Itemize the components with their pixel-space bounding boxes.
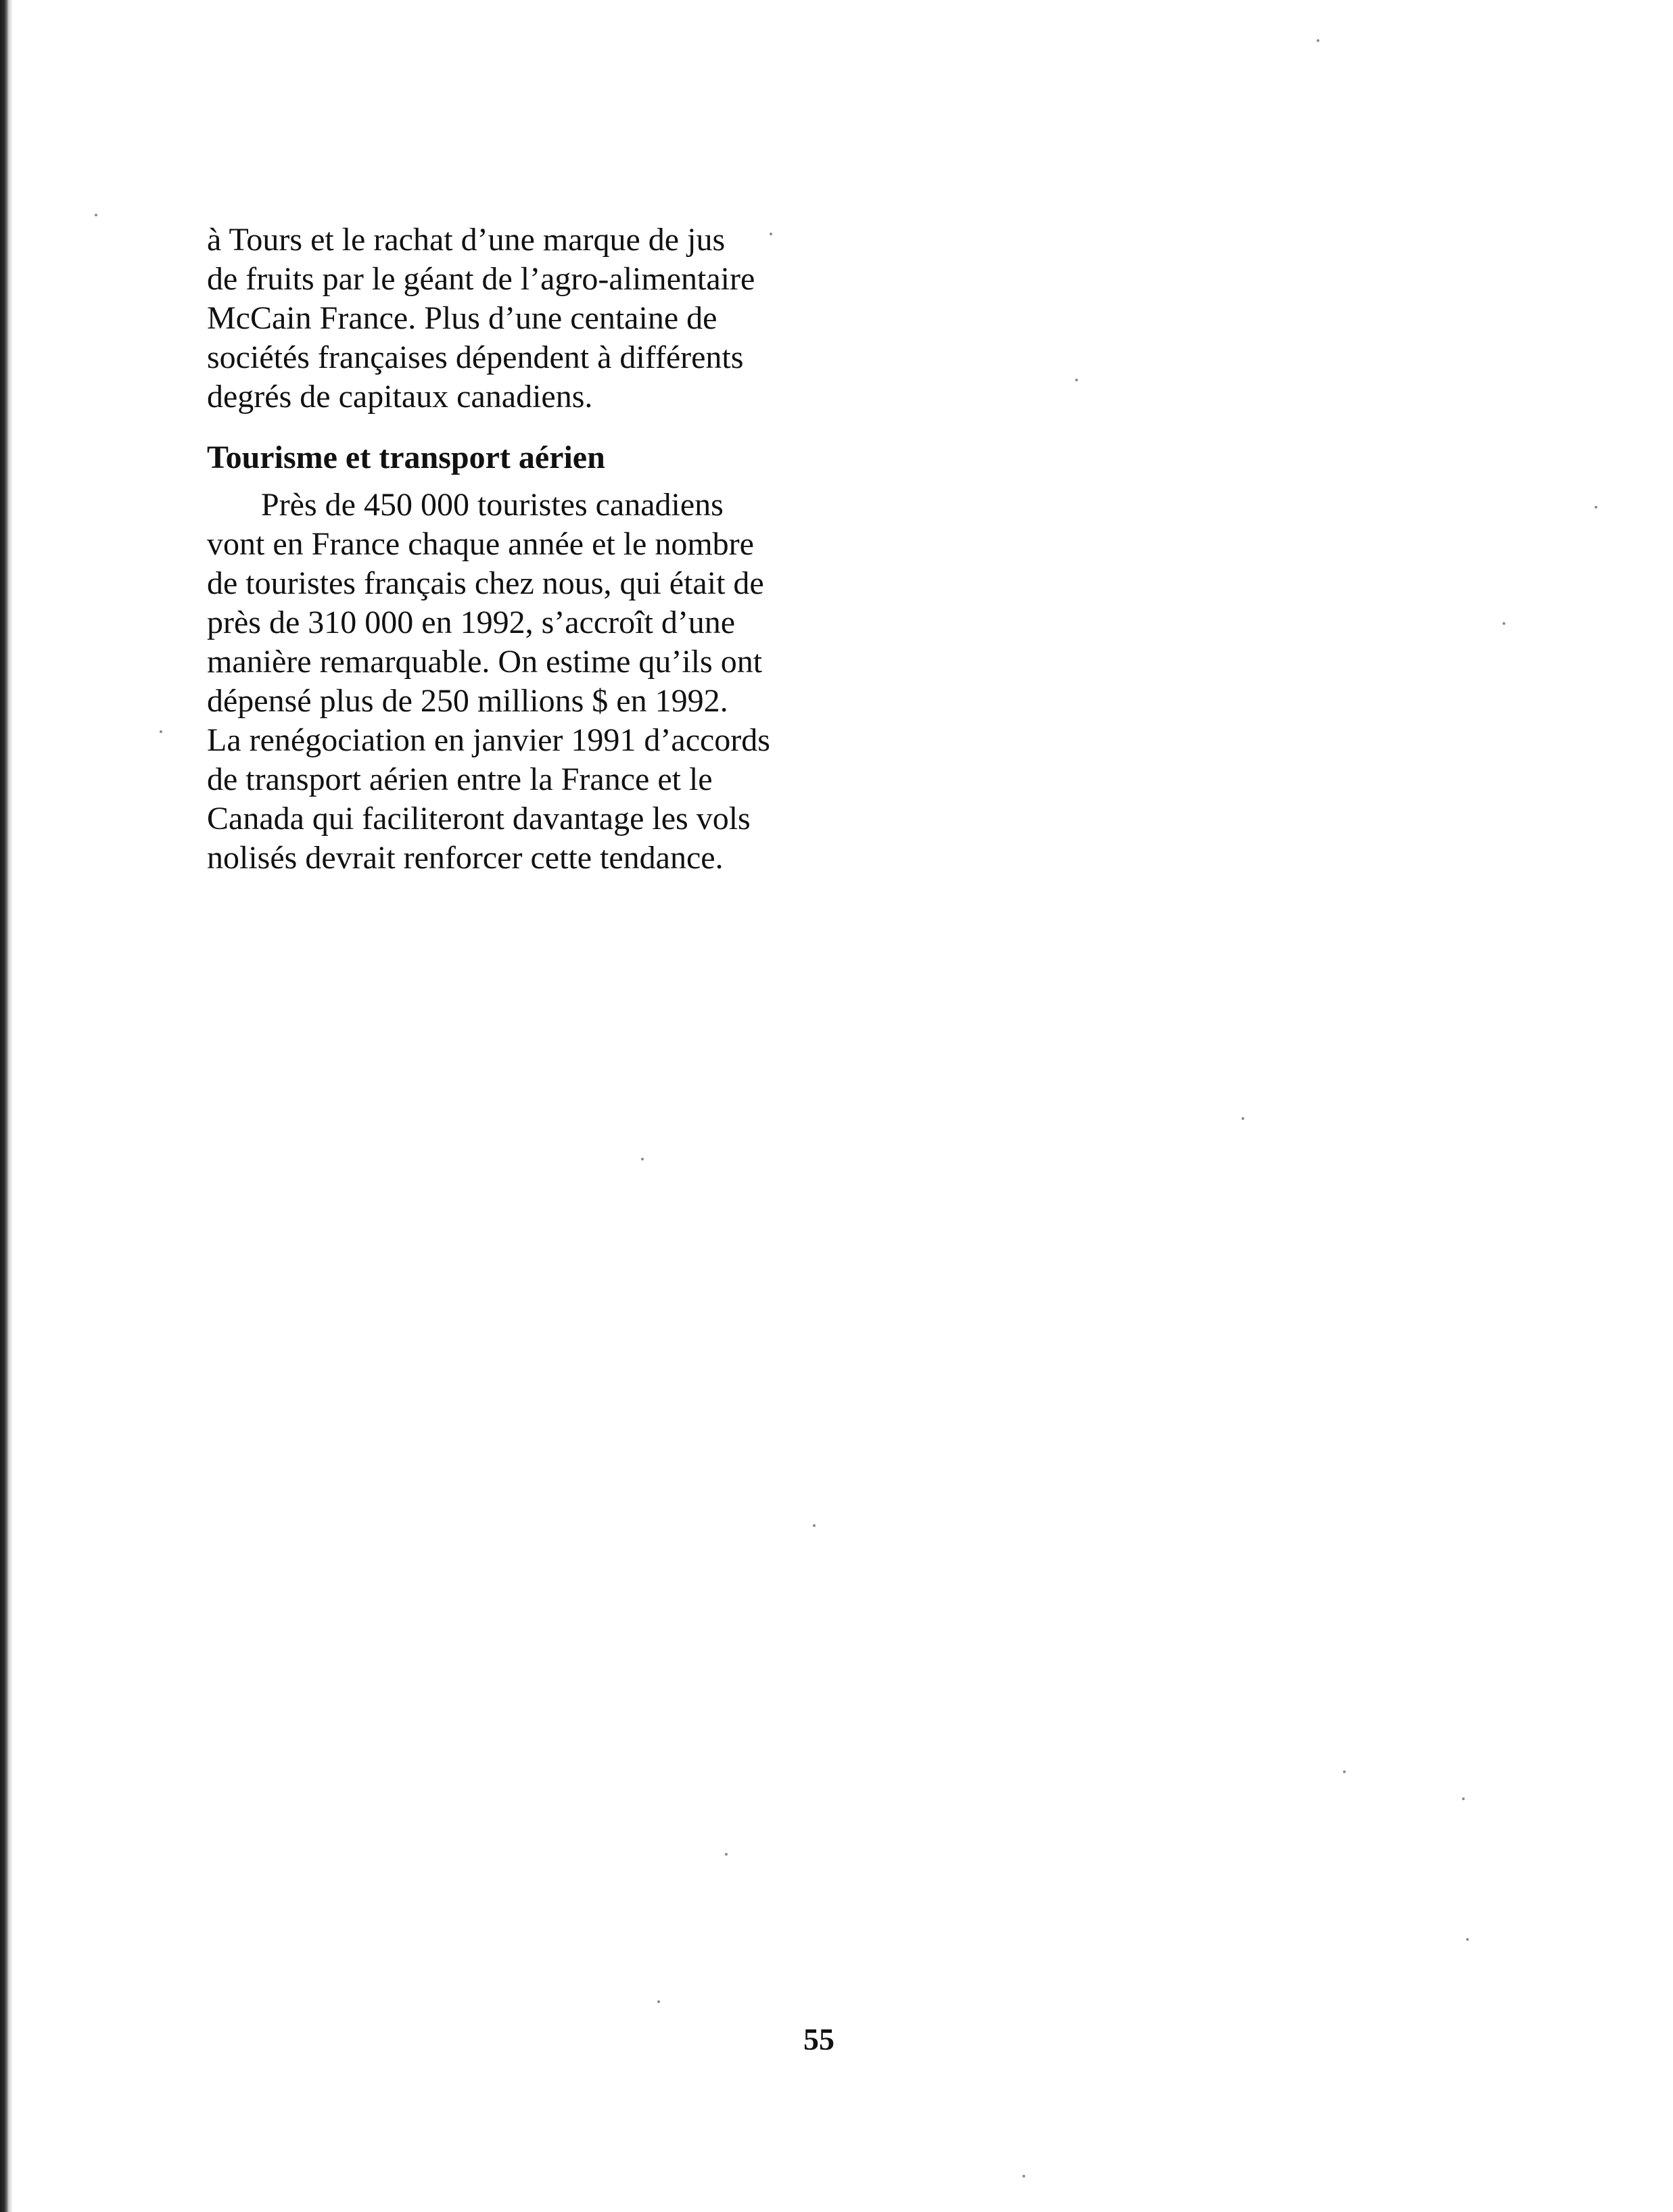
paragraph-line: de touristes français chez nous, qui était de bbox=[207, 565, 764, 601]
paragraph-line: McCain France. Plus d’une centaine de bbox=[207, 300, 717, 336]
paragraph-line: nolisés devrait renforcer cette tendance. bbox=[207, 840, 724, 876]
scan-speck bbox=[641, 1158, 644, 1160]
scan-speck bbox=[770, 233, 772, 235]
scan-speck bbox=[1317, 39, 1319, 42]
scan-speck bbox=[657, 2000, 660, 2003]
paragraph-line: La renégociation en janvier 1991 d’accords bbox=[207, 722, 770, 758]
scan-shadow-gradient bbox=[9, 0, 13, 2212]
continued-paragraph bbox=[207, 220, 816, 417]
paragraph-line: de fruits par le géant de l’agro-alimentaire bbox=[207, 261, 755, 297]
paragraph-line: Près de 450 000 touristes canadiens bbox=[261, 487, 724, 523]
scan-speck bbox=[1595, 506, 1597, 509]
page-number: 55 bbox=[803, 2022, 834, 2056]
paragraph-line: manière remarquable. On estime qu’ils ont bbox=[207, 644, 763, 680]
paragraph-line: sociétés françaises dépendent à différents bbox=[207, 339, 744, 375]
section-paragraph bbox=[207, 486, 816, 878]
paragraph-line: dépensé plus de 250 millions $ en 1992. bbox=[207, 683, 728, 719]
scan-speck bbox=[1022, 2175, 1025, 2178]
scan-speck bbox=[813, 1524, 816, 1527]
scan-speck bbox=[1462, 1797, 1465, 1800]
scan-speck bbox=[95, 214, 97, 216]
scan-speck bbox=[1075, 379, 1078, 381]
scan-speck bbox=[725, 1853, 728, 1856]
paragraph-line: degrés de capitaux canadiens. bbox=[207, 379, 593, 415]
scan-speck bbox=[1343, 1770, 1346, 1773]
scan-speck bbox=[160, 730, 162, 733]
scan-shadow-edge bbox=[0, 0, 9, 2212]
section-heading: Tourisme et transport aérien bbox=[207, 440, 605, 475]
paragraph-line: près de 310 000 en 1992, s’accroît d’une bbox=[207, 605, 736, 640]
paragraph-line: vont en France chaque année et le nombre bbox=[207, 526, 754, 562]
scan-speck bbox=[1466, 1938, 1469, 1941]
scan-speck bbox=[1503, 622, 1505, 625]
scan-speck bbox=[1242, 1117, 1244, 1120]
paragraph-line: de transport aérien entre la France et le bbox=[207, 761, 713, 797]
paragraph-line: à Tours et le rachat d’une marque de jus bbox=[207, 222, 726, 258]
paragraph-line: Canada qui faciliteront davantage les vols bbox=[207, 801, 751, 837]
